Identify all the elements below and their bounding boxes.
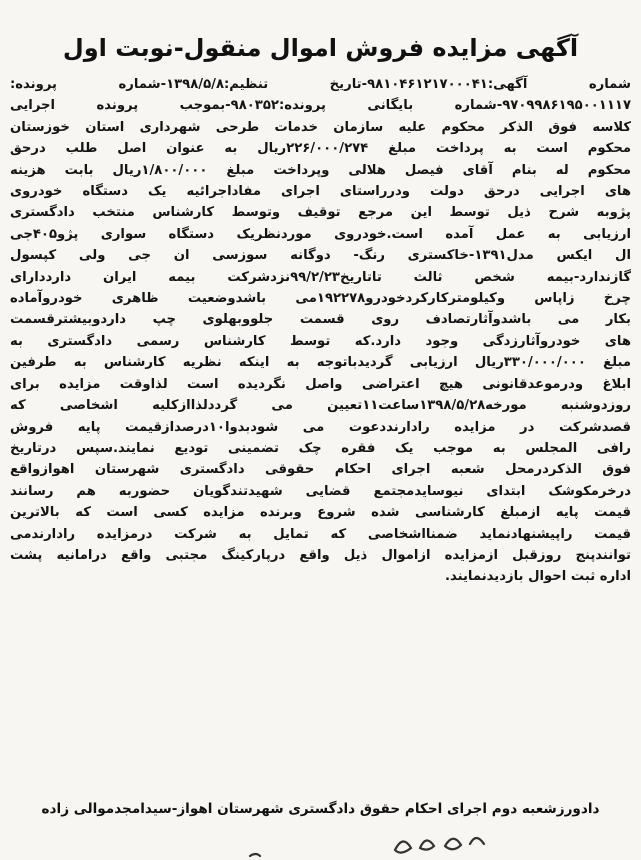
notice-line: ارزیابی به عمل آمده است.خودروی موردنظریک دستگاه سواری پژو۴۰۵جی bbox=[10, 226, 631, 242]
notice-body bbox=[10, 74, 631, 588]
notice-line: بکار می باشدوآثارتصادف روی قسمت جلووبهلوی چپ داردوبیشترقسمت bbox=[10, 312, 631, 328]
notice-line: محکوم له بنام آقای فیصل هلالی وپرداخت مبلغ ۱/۸۰۰/۰۰۰ریال بابت هزینه bbox=[10, 162, 631, 178]
handwritten-mark bbox=[0, 828, 641, 860]
notice-line: اداره ثبت احوال بازدیدنمایند. bbox=[444, 569, 631, 585]
notice-line: پژوبه شرح ذیل توسط این مرجع توقیف وتوسط کارشناس منتخب دادگستری bbox=[10, 205, 631, 221]
notice-line: ابلاغ ودرموعدقانونی هیچ اعتراضی واصل نگردیده است لذاوقت مزایده برای bbox=[10, 376, 631, 392]
notice-line: های خودروآثارزدگی وجود دارد.که توسط کارشناس رسمی دادگستری به bbox=[10, 333, 631, 349]
notice-title: آگهی مزایده فروش اموال منقول-نوبت اول bbox=[62, 34, 579, 62]
signature-line: دادورزشعبه دوم اجرای احکام حقوق دادگستری شهرستان اهواز-سیدامجدموالی زاده bbox=[41, 801, 600, 817]
notice-line: درخرمکوشک ابتدای نیوسایدمجتمع قضایی شهیدتندگویان حضوربه هم رسانند bbox=[10, 483, 631, 499]
notice-line: گازندارد-بیمه شخص ثالث تاتاریخ۹۹/۲/۲۳نزدشرکت بیمه ایران دارددارای bbox=[10, 269, 631, 285]
notice-line: رافی المجلس به موجب یک فقره چک تضمینی تودیع نمایند.سپس درتاریخ bbox=[10, 440, 631, 456]
notice-line: شماره آگهی:۹۸۱۰۴۶۱۲۱۷۰۰۰۴۱-تاریخ تنظیم:۱۳۹۸/۵/۸-شماره پرونده: bbox=[10, 77, 631, 92]
notice-line: ۹۷۰۹۹۸۶۱۹۵۰۰۱۱۱۷-شماره بایگانی پرونده:۹۸۰۳۵۲-بموجب پرونده اجرایی bbox=[10, 98, 631, 114]
notice-line: فوق الذکردرمحل شعبه اجرای احکام حقوقی دادگستری شهرستان اهوازواقع bbox=[10, 462, 631, 478]
notice-line: قصدشرکت در مزایده رادارنددعوت می شودبدوا۱۰درصدازقیمت پایه فروش bbox=[10, 419, 631, 435]
notice-line: چرخ زاپاس وکیلومترکارکردخودرو۱۹۲۲۷۸می باشدوضعیت ظاهری خودروآماده bbox=[10, 291, 631, 307]
notice-line: قیمت راپیشنهادنماید ضمنااشخاصی که تمایل به شرکت درمزایده رادارندمی bbox=[10, 526, 631, 542]
notice-line: محکوم است به پرداخت مبلغ ۲۲۶/۰۰۰/۲۷۴ریال به عنوان اصل طلب درحق bbox=[10, 141, 631, 157]
notice-line: ال ایکس مدل۱۳۹۱-خاکستری رنگ- دوگانه سوزسی ان جی ولی کپسول bbox=[10, 248, 631, 264]
notice-line: های اجرایی درحق دولت ودرراستای اجرای مفاداجرائیه یک دستگاه خودروی bbox=[10, 184, 631, 200]
notice-line: کلاسه فوق الذکر محکوم علیه سازمان خدمات طرحی شهرداری استان خوزستان bbox=[10, 119, 631, 135]
notice-line: قیمت پایه ازمبلغ کارشناسی شده شروع وبرنده مزایده کسی است که بالاترین bbox=[10, 505, 631, 521]
notice-line: توانندپنج روزقبل ازمزایده ازاموال ذیل واقع درپارکینگ مجتبی واقع درامانیه پشت bbox=[10, 547, 631, 563]
notice-line: مبلغ ۳۳۰/۰۰۰/۰۰۰ریال ارزیابی گردیدباتوجه به اینکه نظریه کارشناس به طرفین bbox=[10, 355, 631, 371]
notice-line: روزدوشنبه مورخه۱۳۹۸/۵/۲۸ساعت۱۱تعیین می گرددلذاازکلیه اشخاصی که bbox=[10, 398, 631, 414]
